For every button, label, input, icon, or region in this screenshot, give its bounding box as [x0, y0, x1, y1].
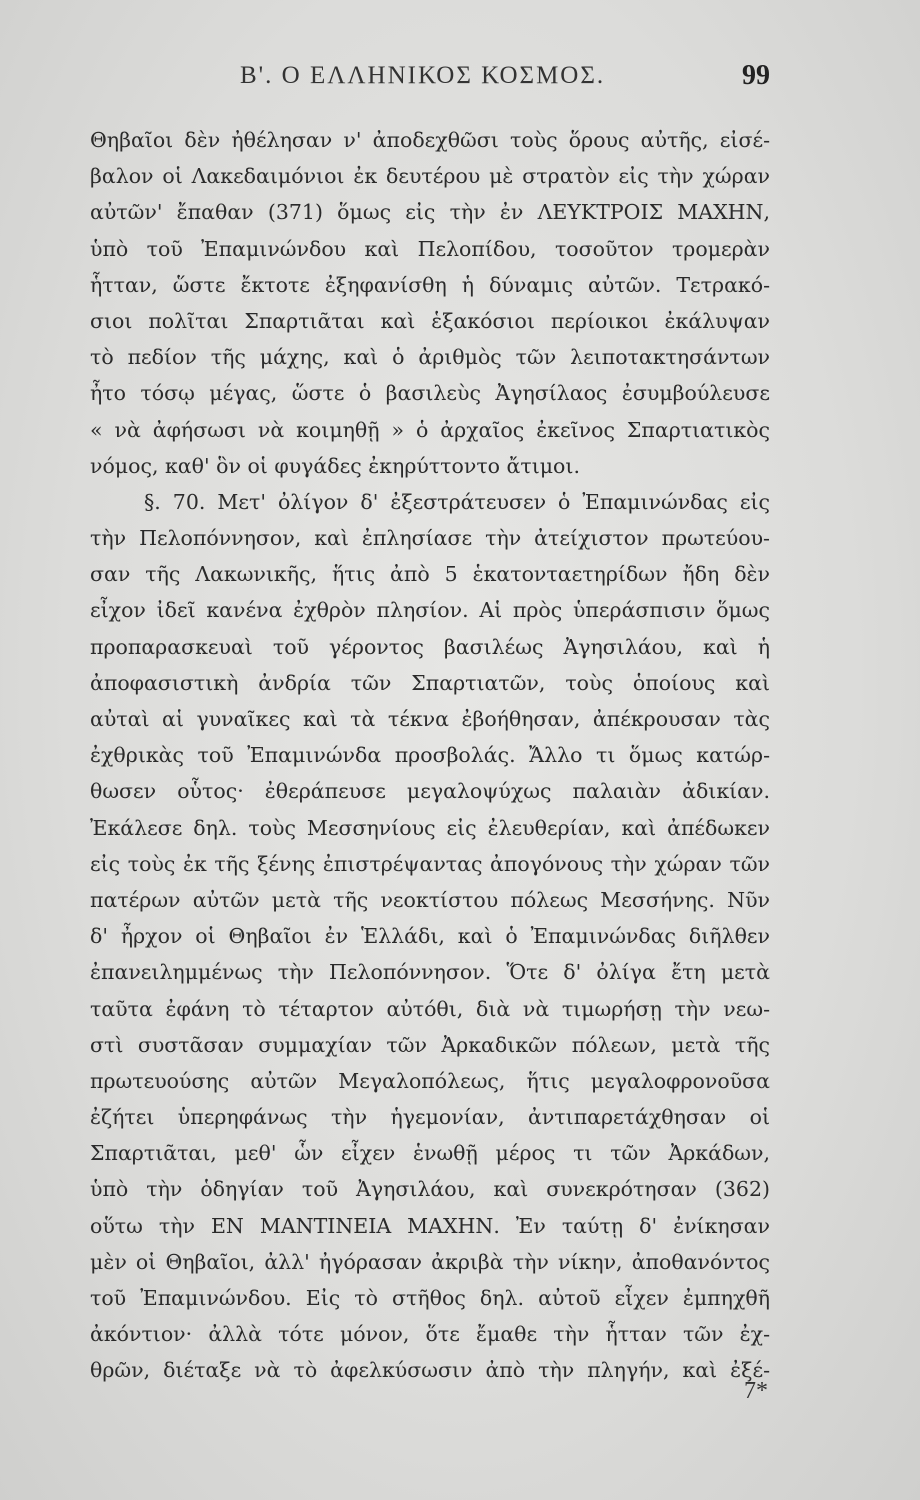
text-line: Θηβαῖοι δὲν ἠθέλησαν ν' ἀποδεχθῶσι τοὺς ὅρους αὐτῆς, εἰσέ-	[90, 128, 770, 152]
running-head: Β'. Ο ΕΛΛΗΝΙΚΟΣ ΚΟΣΜΟΣ.	[240, 62, 606, 89]
text-line: αὐταὶ αἱ γυναῖκες καὶ τὰ τέκνα ἐβοήθησαν, ἀπέκρουσαν τὰς	[90, 707, 770, 731]
text-line: τὸ πεδίον τῆς μάχης, καὶ ὁ ἀριθμὸς τῶν λειποτακτησάντων	[90, 345, 770, 370]
text-line: Σπαρτιᾶται, μεθ' ὧν εἶχεν ἑνωθῇ μέρος τι τῶν Ἀρκάδων,	[90, 1141, 770, 1166]
text-line: ἀκόντιον· ἀλλὰ τότε μόνον, ὅτε ἔμαθε τὴν ἧτταν τῶν ἐχ-	[90, 1322, 770, 1347]
text-line: θρῶν, διέταξε νὰ τὸ ἀφελκύσωσιν ἀπὸ τὴν πληγήν, καὶ ἐξέ-	[90, 1358, 770, 1383]
text-line: ἐζήτει ὑπερηφάνως τὴν ἡγεμονίαν, ἀντιπαρετάχθησαν οἱ	[90, 1105, 770, 1130]
text-line: δ' ἦρχον οἱ Θηβαῖοι ἐν Ἑλλάδι, καὶ ὁ Ἐπαμινώνδας διῆλθεν	[90, 924, 770, 949]
text-line: « νὰ ἀφήσωσι νὰ κοιμηθῇ » ὁ ἀρχαῖος ἐκεῖνος Σπαρτιατικὸς	[90, 417, 770, 442]
text-line: σαν τῆς Λακωνικῆς, ἥτις ἀπὸ 5 ἑκατονταετηρίδων ἤδη δὲν	[90, 562, 770, 587]
text-line: τὴν Πελοπόννησον, καὶ ἐπλησίασε τὴν ἀτείχιστον πρωτεύου-	[90, 526, 770, 551]
text-line: μὲν οἱ Θηβαῖοι, ἀλλ' ἠγόρασαν ἀκριβὰ τὴν νίκην, ἀποθανόντος	[90, 1249, 770, 1274]
text-line: ἦτο τόσῳ μέγας, ὥστε ὁ βασιλεὺς Ἀγησίλαος ἐσυμβούλευσε	[90, 381, 770, 406]
text-line: ταῦτα ἐφάνη τὸ τέταρτον αὐτόθι, διὰ νὰ τιμωρήσῃ τὴν νεω-	[90, 996, 770, 1021]
text-line: Ἐκάλεσε δηλ. τοὺς Μεσσηνίους εἰς ἐλευθερίαν, καὶ ἀπέδωκεν	[90, 815, 770, 840]
text-line: θωσεν οὗτος· ἐθεράπευσε μεγαλοψύχως παλαιὰν ἀδικίαν.	[90, 779, 770, 804]
text-line: ἐχθρικὰς τοῦ Ἐπαμινώνδα προσβολάς. Ἄλλο τι ὅμως κατώρ-	[90, 743, 770, 768]
text-line: τοῦ Ἐπαμινώνδου. Εἰς τὸ στῆθος δηλ. αὐτοῦ εἶχεν ἐμπηχθῆ	[90, 1286, 770, 1310]
text-line: νόμος, καθ' ὃν οἱ φυγάδες ἐκηρύττοντο ἄτιμοι.	[90, 453, 580, 478]
text-line: εἶχον ἰδεῖ κανένα ἐχθρὸν πλησίον. Αἱ πρὸς ὑπεράσπισιν ὅμως	[90, 598, 770, 623]
text-line: ἐπανειλημμένως τὴν Πελοπόννησον. Ὅτε δ' ὀλίγα ἔτη μετὰ	[90, 960, 770, 985]
text-line: ὑπὸ τοῦ Ἐπαμινώνδου καὶ Πελοπίδου, τοσοῦτον τρομερὰν	[90, 236, 770, 261]
signature-mark: 7*	[744, 1378, 768, 1404]
body-text	[90, 122, 770, 1389]
text-line: ὑπὸ τὴν ὁδηγίαν τοῦ Ἀγησιλάου, καὶ συνεκρότησαν (362)	[90, 1177, 770, 1202]
text-line: στὶ συστᾶσαν συμμαχίαν τῶν Ἀρκαδικῶν πόλεων, μετὰ τῆς	[90, 1032, 770, 1057]
text-line: σιοι πολῖται Σπαρτιᾶται καὶ ἑξακόσιοι περίοικοι ἐκάλυψαν	[90, 308, 770, 333]
text-line: αὐτῶν' ἔπαθαν (371) ὅμως εἰς τὴν ἐν ΛΕΥΚΤΡΟΙΣ ΜΑΧΗΝ,	[90, 200, 770, 225]
page-number: 99	[742, 60, 770, 91]
text-line: προπαρασκευαὶ τοῦ γέροντος βασιλέως Ἀγησιλάου, καὶ ἡ	[90, 634, 770, 659]
section-start-line: §. 70. Μετ' ὀλίγον δ' ἐξεστράτευσεν ὁ Ἐπαμινώνδας εἰς	[144, 489, 770, 514]
text-line: βαλον οἱ Λακεδαιμόνιοι ἐκ δευτέρου μὲ στρατὸν εἰς τὴν χώραν	[90, 164, 770, 189]
text-line: πατέρων αὐτῶν μετὰ τῆς νεοκτίστου πόλεως Μεσσήνης. Νῦν	[90, 887, 770, 912]
page-header	[90, 62, 770, 98]
text-line: ἧτταν, ὥστε ἔκτοτε ἐξηφανίσθη ἡ δύναμις αὐτῶν. Τετρακό-	[90, 272, 770, 297]
text-line: οὕτω τὴν ΕΝ ΜΑΝΤΙΝΕΙΑ ΜΑΧΗΝ. Ἐν ταύτῃ δ' ἐνίκησαν	[90, 1213, 770, 1238]
text-line: εἰς τοὺς ἐκ τῆς ξένης ἐπιστρέψαντας ἀπογόνους τὴν χώραν τῶν	[90, 851, 770, 876]
text-line: ἀποφασιστικὴ ἀνδρία τῶν Σπαρτιατῶν, τοὺς ὁποίους καὶ	[90, 670, 770, 695]
text-line: πρωτευούσης αὐτῶν Μεγαλοπόλεως, ἥτις μεγαλοφρονοῦσα	[90, 1068, 770, 1093]
